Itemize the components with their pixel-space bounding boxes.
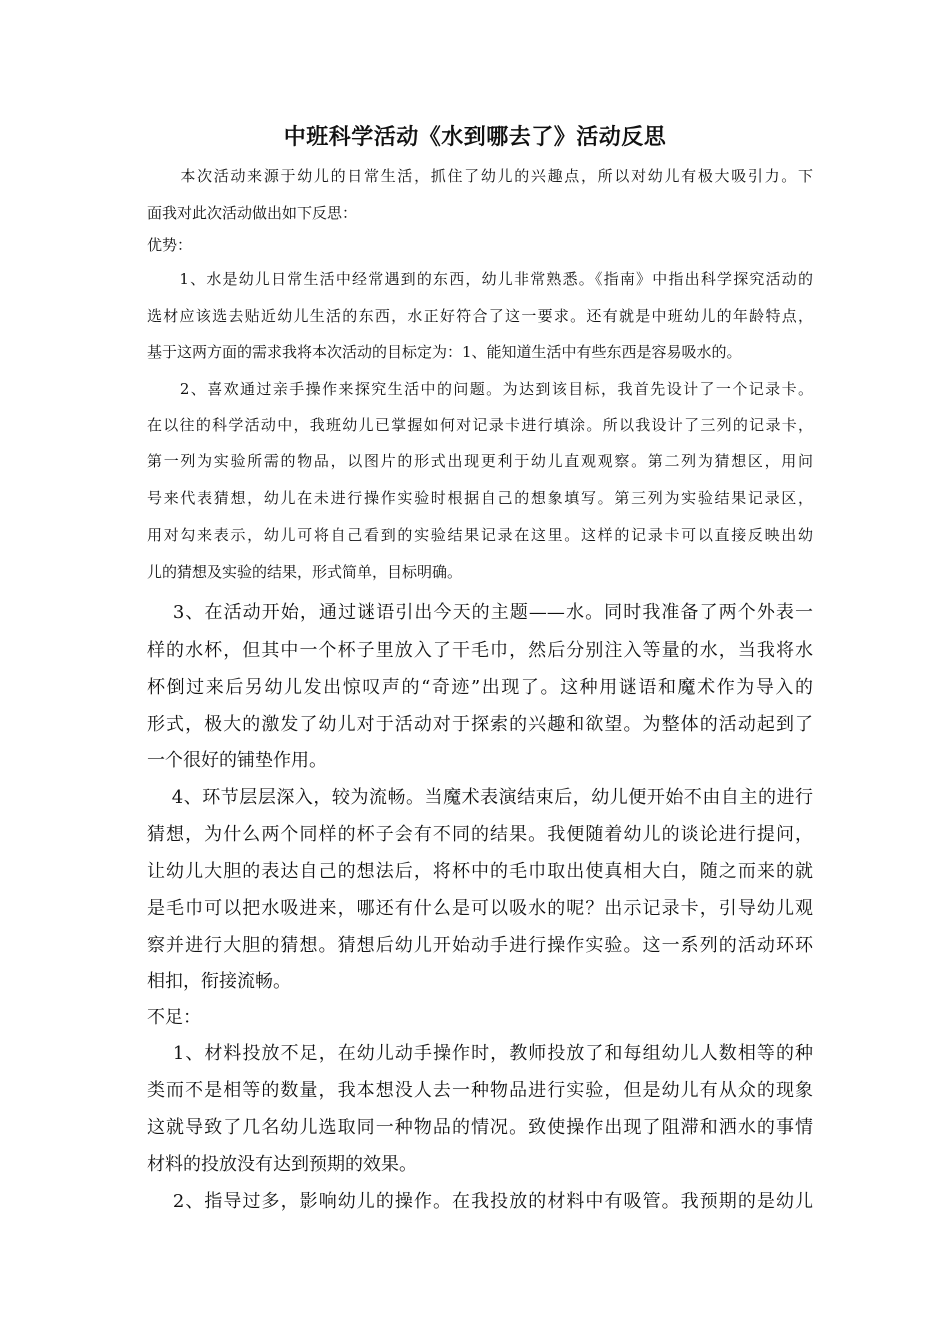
paragraph-line: 是毛巾可以把水吸进来，哪还有什么是可以吸水的呢？出示记录卡，引导幼儿观	[147, 898, 813, 919]
paragraph-line: 杯倒过来后另幼儿发出惊叹声的“奇迹”出现了。这种用谜语和魔术作为导入的	[147, 677, 813, 698]
paragraph-line: 察并进行大胆的猜想。猜想后幼儿开始动手进行操作实验。这一系列的活动环环	[147, 935, 813, 956]
paragraph-line: 3、在活动开始，通过谜语引出今天的主题——水。同时我准备了两个外表一	[147, 602, 813, 623]
paragraph-line: 本次活动来源于幼儿的日常生活，抓住了幼儿的兴趣点，所以对幼儿有极大吸引力。下	[147, 167, 813, 185]
paragraph-line: 基于这两方面的需求我将本次活动的目标定为：1、能知道生活中有些东西是容易吸水的。	[147, 343, 742, 361]
paragraph-line: 儿的猜想及实验的结果，形式简单，目标明确。	[147, 563, 463, 581]
paragraph-line: 选材应该选去贴近幼儿生活的东西，水正好符合了这一要求。还有就是中班幼儿的年龄特点，	[147, 307, 813, 325]
paragraph-line: 1、水是幼儿日常生活中经常遇到的东西，幼儿非常熟悉。《指南》中指出科学探究活动的	[147, 270, 813, 288]
paragraph-line: 材料的投放没有达到预期的效果。	[147, 1154, 417, 1175]
paragraph-line: 这就导致了几名幼儿选取同一种物品的情况。致使操作出现了阻滞和洒水的事情	[147, 1117, 813, 1138]
paragraph-line: 面我对此次活动做出如下反思：	[147, 204, 358, 222]
section-heading-advantages: 优势：	[147, 236, 193, 254]
paragraph-line: 第一列为实验所需的物品，以图片的形式出现更利于幼儿直观观察。第二列为猜想区，用问	[147, 452, 813, 470]
paragraph-line: 4、环节层层深入，较为流畅。当魔术表演结束后，幼儿便开始不由自主的进行	[147, 787, 813, 808]
paragraph-line: 类而不是相等的数量，我本想没人去一种物品进行实验，但是幼儿有从众的现象	[147, 1080, 813, 1101]
paragraph-line: 1、材料投放不足，在幼儿动手操作时，教师投放了和每组幼儿人数相等的种	[147, 1043, 813, 1064]
paragraph-line: 样的水杯，但其中一个杯子里放入了干毛巾，然后分别注入等量的水，当我将水	[147, 640, 813, 661]
page-title: 中班科学活动《水到哪去了》活动反思	[283, 125, 667, 150]
paragraph-line: 一个很好的铺垫作用。	[147, 750, 327, 771]
paragraph-line: 用对勾来表示，幼儿可将自己看到的实验结果记录在这里。这样的记录卡可以直接反映出幼	[147, 526, 813, 544]
paragraph-line: 相扣，衔接流畅。	[147, 971, 291, 992]
paragraph-line: 号来代表猜想，幼儿在未进行操作实验时根据自己的想象填写。第三列为实验结果记录区，	[147, 489, 813, 507]
paragraph-line: 猜想，为什么两个同样的杯子会有不同的结果。我便随着幼儿的谈论进行提问，	[147, 824, 813, 845]
paragraph-line: 让幼儿大胆的表达自己的想法后，将杯中的毛巾取出使真相大白，随之而来的就	[147, 861, 813, 882]
paragraph-line: 形式，极大的激发了幼儿对于活动对于探索的兴趣和欲望。为整体的活动起到了	[147, 714, 813, 735]
paragraph-line: 2、指导过多，影响幼儿的操作。在我投放的材料中有吸管。我预期的是幼儿	[147, 1191, 813, 1212]
section-heading-shortcomings: 不足：	[147, 1007, 201, 1028]
paragraph-line: 在以往的科学活动中，我班幼儿已掌握如何对记录卡进行填涂。所以我设计了三列的记录卡，	[147, 416, 813, 434]
paragraph-line: 2、喜欢通过亲手操作来探究生活中的问题。为达到该目标，我首先设计了一个记录卡。	[147, 380, 813, 398]
